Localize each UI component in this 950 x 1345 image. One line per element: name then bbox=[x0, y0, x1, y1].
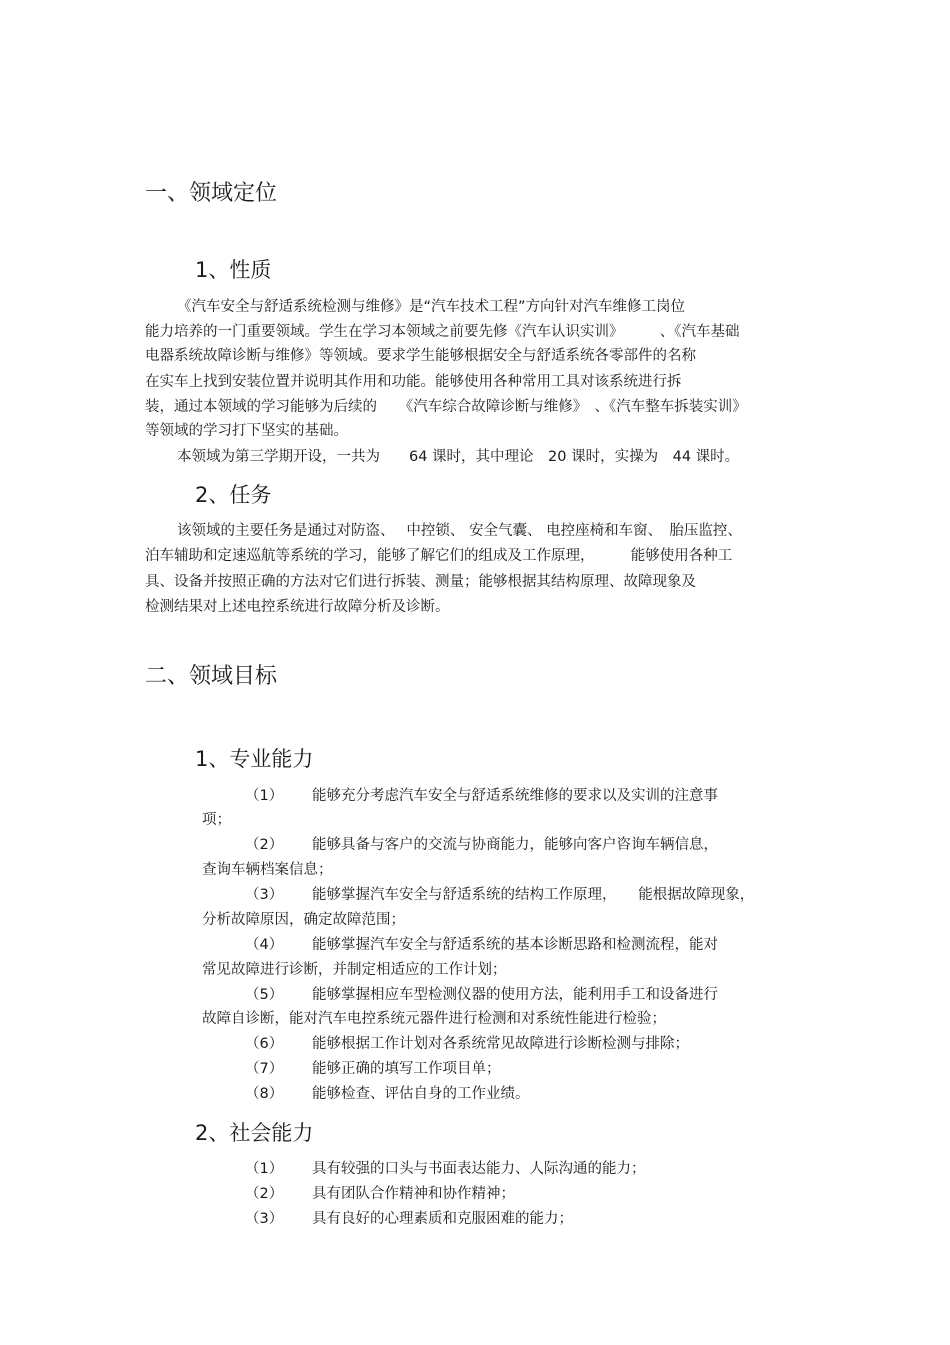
paragraph-line: 在实车上找到安装位置并说明其作用和功能。能够使用各种常用工具对该系统进行拆 bbox=[145, 374, 682, 390]
list-item-continuation: 项； bbox=[202, 812, 231, 828]
list-item-text: 能够掌握相应车型检测仪器的使用方法，能利用手工和设备进行 bbox=[312, 987, 718, 1003]
list-item-number: （7） bbox=[245, 1061, 284, 1077]
section-heading: 一、领域定位 bbox=[145, 181, 278, 206]
list-item-text: 能够掌握汽车安全与舒适系统的基本诊断思路和检测流程，能对 bbox=[312, 937, 718, 953]
paragraph-line: 检测结果对上述电控系统进行故障分析及诊断。 bbox=[145, 599, 450, 615]
list-item-number: （8） bbox=[245, 1086, 284, 1102]
subsection-heading: 2、社会能力 bbox=[195, 1121, 314, 1145]
list-item-number: （2） bbox=[245, 1186, 284, 1202]
paragraph-line: 该领域的主要任务是通过对防盗、 中控锁、 安全气囊、 电控座椅和车窗、 胎压监控、 bbox=[177, 523, 742, 539]
list-item-number: （5） bbox=[245, 987, 284, 1003]
list-item-number: （1） bbox=[245, 788, 284, 804]
paragraph-line: 泊车辅助和定速巡航等系统的学习，能够了解它们的组成及工作原理， 能够使用各种工 bbox=[145, 548, 733, 564]
subsection-heading: 2、任务 bbox=[195, 483, 272, 507]
list-item-number: （4） bbox=[245, 937, 284, 953]
list-item-number: （3） bbox=[245, 887, 284, 903]
list-item-number: （2） bbox=[245, 837, 284, 853]
list-item-text: 能够掌握汽车安全与舒适系统的结构工作原理， 能根据故障现象， bbox=[312, 887, 755, 903]
list-item-text: 能够具备与客户的交流与协商能力，能够向客户咨询车辆信息， bbox=[312, 837, 718, 853]
paragraph-line: 装，通过本领域的学习能够为后续的 《汽车综合故障诊断与维修》 、《汽车整车拆装实训》 bbox=[145, 399, 747, 415]
list-item-text: 具有较强的口头与书面表达能力、人际沟通的能力； bbox=[312, 1161, 646, 1177]
list-item-text: 具有团队合作精神和协作精神； bbox=[312, 1186, 515, 1202]
list-item-text: 具有良好的心理素质和克服困难的能力； bbox=[312, 1211, 573, 1227]
list-item-text: 能够根据工作计划对各系统常见故障进行诊断检测与排除； bbox=[312, 1036, 689, 1052]
paragraph-line: 本领域为第三学期开设，一共为 64 课时，其中理论 20 课时，实操为 44 课时。 bbox=[177, 449, 740, 465]
list-item-continuation: 查询车辆档案信息； bbox=[202, 862, 333, 878]
list-item-number: （1） bbox=[245, 1161, 284, 1177]
list-item-text: 能够正确的填写工作项目单； bbox=[312, 1061, 501, 1077]
paragraph-line: 能力培养的一门重要领域。学生在学习本领域之前要先修《汽车认识实训》 、《汽车基础 bbox=[145, 324, 740, 340]
list-item-continuation: 故障自诊断，能对汽车电控系统元器件进行检测和对系统性能进行检验； bbox=[202, 1011, 666, 1027]
list-item-continuation: 常见故障进行诊断，并制定相适应的工作计划； bbox=[202, 962, 507, 978]
list-item-number: （3） bbox=[245, 1211, 284, 1227]
paragraph-line: 等领域的学习打下坚实的基础。 bbox=[145, 423, 348, 439]
list-item-text: 能够检查、评估自身的工作业绩。 bbox=[312, 1086, 530, 1102]
list-item-number: （6） bbox=[245, 1036, 284, 1052]
paragraph-line: 电器系统故障诊断与维修》等领域。要求学生能够根据安全与舒适系统各零部件的名称 bbox=[145, 348, 696, 364]
subsection-heading: 1、性质 bbox=[195, 258, 272, 282]
section-heading: 二、领域目标 bbox=[145, 664, 278, 689]
list-item-continuation: 分析故障原因，确定故障范围； bbox=[202, 912, 405, 928]
paragraph-line: 《汽车安全与舒适系统检测与维修》是“汽车技术工程”方向针对汽车维修工岗位 bbox=[177, 299, 686, 315]
subsection-heading: 1、专业能力 bbox=[195, 747, 314, 771]
paragraph-line: 具、设备并按照正确的方法对它们进行拆装、测量；能够根据其结构原理、故障现象及 bbox=[145, 574, 696, 590]
list-item-text: 能够充分考虑汽车安全与舒适系统维修的要求以及实训的注意事 bbox=[312, 788, 718, 804]
